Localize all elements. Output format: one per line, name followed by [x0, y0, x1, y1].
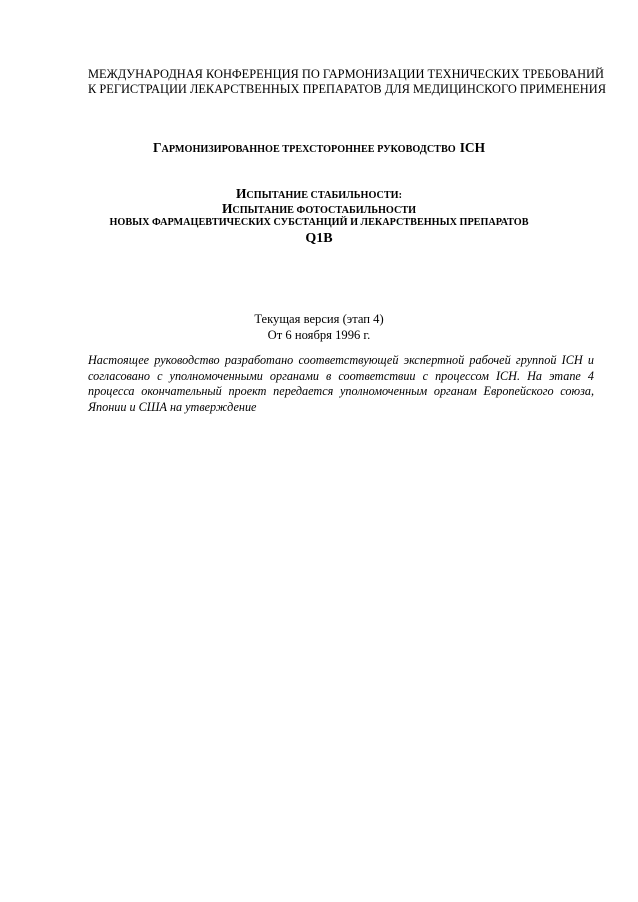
title-line-2-initial: И — [221, 201, 233, 216]
guideline-type-initial: Г — [152, 140, 162, 155]
conference-title-line-1: МЕЖДУНАРОДНАЯ КОНФЕРЕНЦИЯ ПО ГАРМОНИЗАЦИИ ТЕХНИЧЕСКИХ ТРЕБОВАНИЙ — [88, 67, 604, 81]
document-title-line-3: НОВЫХ ФАРМАЦЕВТИЧЕСКИХ СУБСТАНЦИЙ И ЛЕКАРСТВЕННЫХ ПРЕПАРАТОВ — [109, 217, 529, 228]
version-date: От 6 ноября 1996 г. — [267, 328, 371, 342]
title-line-1-text: СПЫТАНИЕ СТАБИЛЬНОСТИ: — [246, 190, 402, 201]
conference-title-line-2: К РЕГИСТРАЦИИ ЛЕКАРСТВЕННЫХ ПРЕПАРАТОВ ДЛЯ МЕДИЦИНСКОГО ПРИМЕНЕНИЯ — [88, 82, 606, 96]
guideline-type-text: АРМОНИЗИРОВАННОЕ ТРЕХСТОРОННЕЕ РУКОВОДСТВО — [161, 144, 456, 155]
document-code: Q1B — [305, 231, 333, 246]
approval-note: Настоящее руководство разработано соответствующей экспертной рабочей группой ICH и согласовано с уполномоченными органами в соответствии с процессом ICH. На этапе 4 процесса окончательный проект передается уполномоченным органам Европейского союза, Японии и США на утверждение — [88, 353, 594, 414]
guideline-type-heading — [0, 140, 638, 158]
title-line-1-initial: И — [236, 186, 247, 201]
guideline-org: ICH — [459, 140, 486, 155]
title-line-2-text: СПЫТАНИЕ ФОТОСТАБИЛЬНОСТИ — [232, 205, 417, 216]
current-version: Текущая версия (этап 4) — [254, 312, 384, 326]
